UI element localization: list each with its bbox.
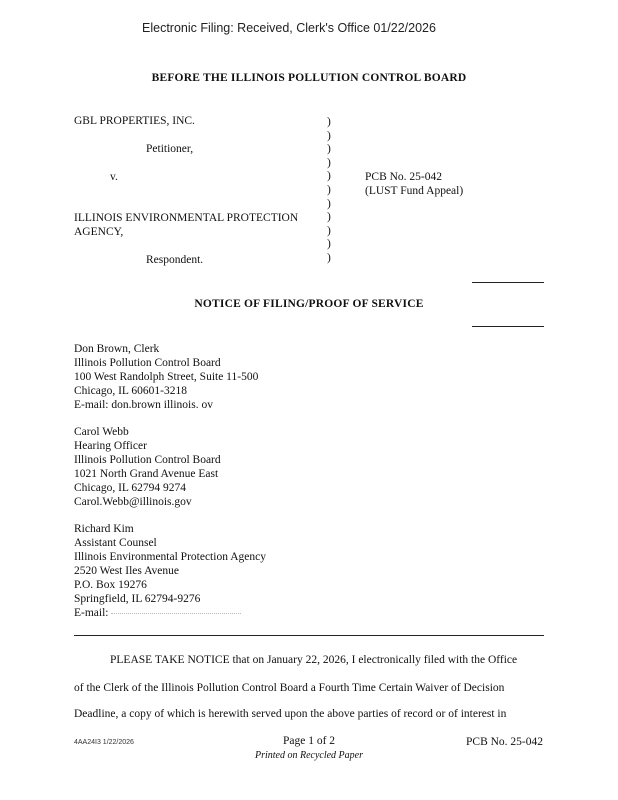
address-line: Assistant Counsel: [74, 537, 157, 549]
email-line: [74, 606, 266, 620]
email-line: E-mail: don.brown illinois. ov: [74, 399, 213, 411]
body-line-2: of the Clerk of the Illinois Pollution Control Board a Fourth Time Certain Waiver of Decision: [74, 682, 505, 694]
recipient-block-hearing-officer: [74, 425, 221, 509]
address-line: Richard Kim: [74, 523, 134, 535]
board-title: BEFORE THE ILLINOIS POLLUTION CONTROL BOARD: [151, 72, 467, 84]
address-line: 100 West Randolph Street, Suite 11-500: [74, 371, 259, 383]
body-line-1: PLEASE TAKE NOTICE that on January 22, 2026, I electronically filed with the Office: [110, 654, 518, 666]
respondent-label: Respondent.: [146, 254, 204, 266]
address-line: 2520 West Iles Avenue: [74, 565, 180, 577]
address-line: Illinois Pollution Control Board: [74, 454, 221, 466]
respondent-name-line2: AGENCY,: [74, 226, 124, 238]
footer-case-number: PCB No. 25-042: [466, 736, 543, 748]
petitioner-label: Petitioner,: [146, 143, 194, 155]
notice-title: NOTICE OF FILING/PROOF OF SERVICE: [194, 298, 424, 310]
address-line: P.O. Box 19276: [74, 579, 147, 591]
address-line: Carol Webb: [74, 426, 129, 438]
recipient-block-clerk: [74, 342, 258, 412]
address-line: Springfield, IL 62794-9276: [74, 593, 201, 605]
case-number: PCB No. 25-042: [365, 171, 442, 183]
address-line: Illinois Environmental Protection Agency: [74, 551, 266, 563]
section-divider: [74, 635, 544, 636]
email-line: Carol.Webb@illinois.gov: [74, 496, 192, 508]
body-line-3: Deadline, a copy of which is herewith served upon the above parties of record or of interest in: [74, 708, 507, 720]
address-line: Illinois Pollution Control Board: [74, 357, 221, 369]
footer-page-number: Page 1 of 2: [282, 735, 336, 747]
electronic-filing-stamp: Electronic Filing: Received, Clerk's Office 01/22/2026: [142, 21, 436, 35]
address-line: Hearing Officer: [74, 440, 147, 452]
rule-top: [472, 282, 544, 283]
rule-bottom: [472, 326, 544, 327]
footer-doc-id: 4AA24I3 1/22/2026: [74, 739, 134, 746]
address-line: Chicago, IL 62794 9274: [74, 482, 187, 494]
footer-recycled-note: Printed on Recycled Paper: [254, 750, 363, 761]
case-type: (LUST Fund Appeal): [365, 185, 464, 197]
email-label: E-mail:: [74, 607, 109, 619]
address-line: Don Brown, Clerk: [74, 343, 160, 355]
caption-parentheses: ) ) ) ) ) ) ) ) ) ) ): [327, 116, 331, 264]
petitioner-name: GBL PROPERTIES, INC.: [74, 115, 195, 127]
redacted-email: [111, 612, 241, 614]
address-line: Chicago, IL 60601-3218: [74, 385, 187, 397]
recipient-block-counsel: [74, 522, 266, 620]
versus-label: v.: [110, 171, 118, 183]
respondent-name-line1: ILLINOIS ENVIRONMENTAL PROTECTION: [74, 212, 299, 224]
address-line: 1021 North Grand Avenue East: [74, 468, 219, 480]
